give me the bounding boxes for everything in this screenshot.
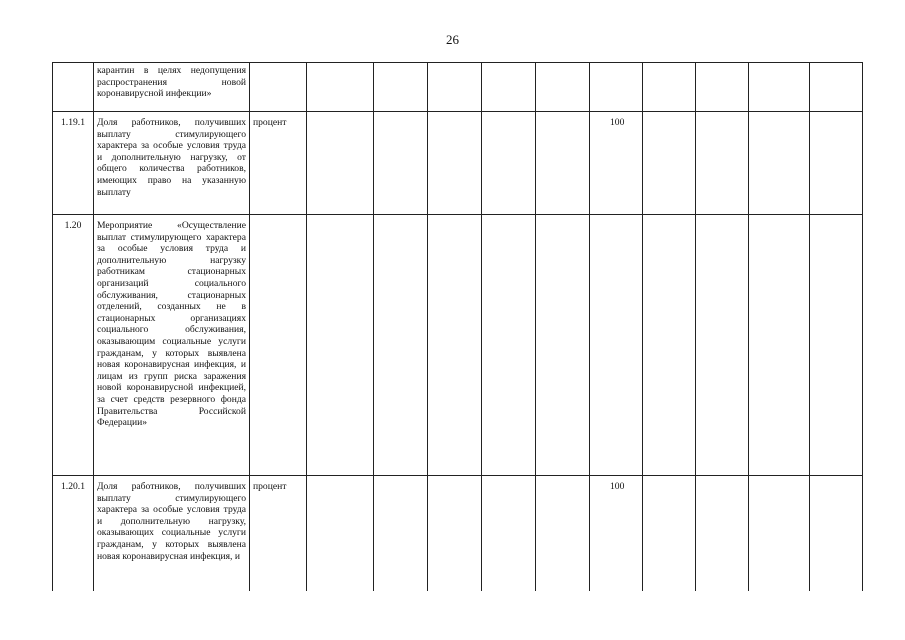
value-cell bbox=[696, 476, 749, 592]
value-cell bbox=[428, 215, 482, 476]
value-cell bbox=[590, 215, 643, 476]
value-cell bbox=[810, 63, 863, 112]
value-cell bbox=[810, 112, 863, 215]
value-cell bbox=[749, 112, 810, 215]
value-cell bbox=[428, 476, 482, 592]
value-cell bbox=[482, 63, 536, 112]
page-number: 26 bbox=[446, 32, 459, 47]
value-cell bbox=[536, 112, 590, 215]
value-cell bbox=[749, 63, 810, 112]
value-cell bbox=[749, 215, 810, 476]
value-cell bbox=[696, 215, 749, 476]
value-cell bbox=[307, 63, 374, 112]
value-cell bbox=[749, 476, 810, 592]
value-cell bbox=[374, 112, 428, 215]
unit-cell: процент bbox=[250, 476, 307, 592]
value-cell bbox=[696, 63, 749, 112]
value-cell bbox=[482, 215, 536, 476]
value-cell: 100 bbox=[590, 476, 643, 592]
value-cell bbox=[307, 112, 374, 215]
value-cell bbox=[482, 476, 536, 592]
indicator-name-cell: Доля работников, получивших выплату стимулирующего характера за особые условия труда и дополнительную нагрузку, оказывающих социальные услуги гражданам, у которых выявлена новая коронавирусная инфекция, и bbox=[94, 476, 250, 592]
value-cell bbox=[643, 63, 696, 112]
table-row bbox=[53, 476, 863, 592]
indicator-name-cell: Доля работников, получивших выплату стимулирующего характера за особые условия труда и дополнительную нагрузку, от общего количества работников, имеющих право на указанную выплату bbox=[94, 112, 250, 215]
value-cell bbox=[482, 112, 536, 215]
value-cell bbox=[536, 63, 590, 112]
value-cell bbox=[810, 476, 863, 592]
value-cell bbox=[643, 476, 696, 592]
unit-cell bbox=[250, 63, 307, 112]
value-cell bbox=[810, 215, 863, 476]
indicator-name-cell: карантин в целях недопущения распространения новой коронавирусной инфекции» bbox=[94, 63, 250, 112]
value-cell bbox=[374, 215, 428, 476]
table-row bbox=[53, 63, 863, 112]
value-cell bbox=[536, 215, 590, 476]
value-cell bbox=[374, 63, 428, 112]
value-cell bbox=[590, 63, 643, 112]
value-cell bbox=[536, 476, 590, 592]
value-cell bbox=[428, 112, 482, 215]
row-number-cell bbox=[53, 63, 94, 112]
indicators-table bbox=[52, 62, 863, 591]
value-cell: 100 bbox=[590, 112, 643, 215]
value-cell bbox=[374, 476, 428, 592]
value-cell bbox=[428, 63, 482, 112]
row-number-cell: 1.19.1 bbox=[53, 112, 94, 215]
value-cell bbox=[696, 112, 749, 215]
row-number-cell: 1.20 bbox=[53, 215, 94, 476]
indicator-name-cell: Мероприятие «Осуществление выплат стимулирующего характера за особые условия труда и дополнительную нагрузку работникам стационарных организаций социального обслуживания, стационарных отделений, созданных не в стационарных организациях социального обслуживания, оказывающим социальные услуги гражданам, у которых выявлена новая коронавирусная инфекция, и лицам из групп риска заражения новой коронавирусной инфекцией, за счет средств резервного фонда Правительства Российской Федерации» bbox=[94, 215, 250, 476]
value-cell bbox=[307, 215, 374, 476]
row-number-cell: 1.20.1 bbox=[53, 476, 94, 592]
unit-cell bbox=[250, 215, 307, 476]
unit-cell: процент bbox=[250, 112, 307, 215]
table-row bbox=[53, 112, 863, 215]
value-cell bbox=[307, 476, 374, 592]
value-cell bbox=[643, 112, 696, 215]
table-row bbox=[53, 215, 863, 476]
value-cell bbox=[643, 215, 696, 476]
